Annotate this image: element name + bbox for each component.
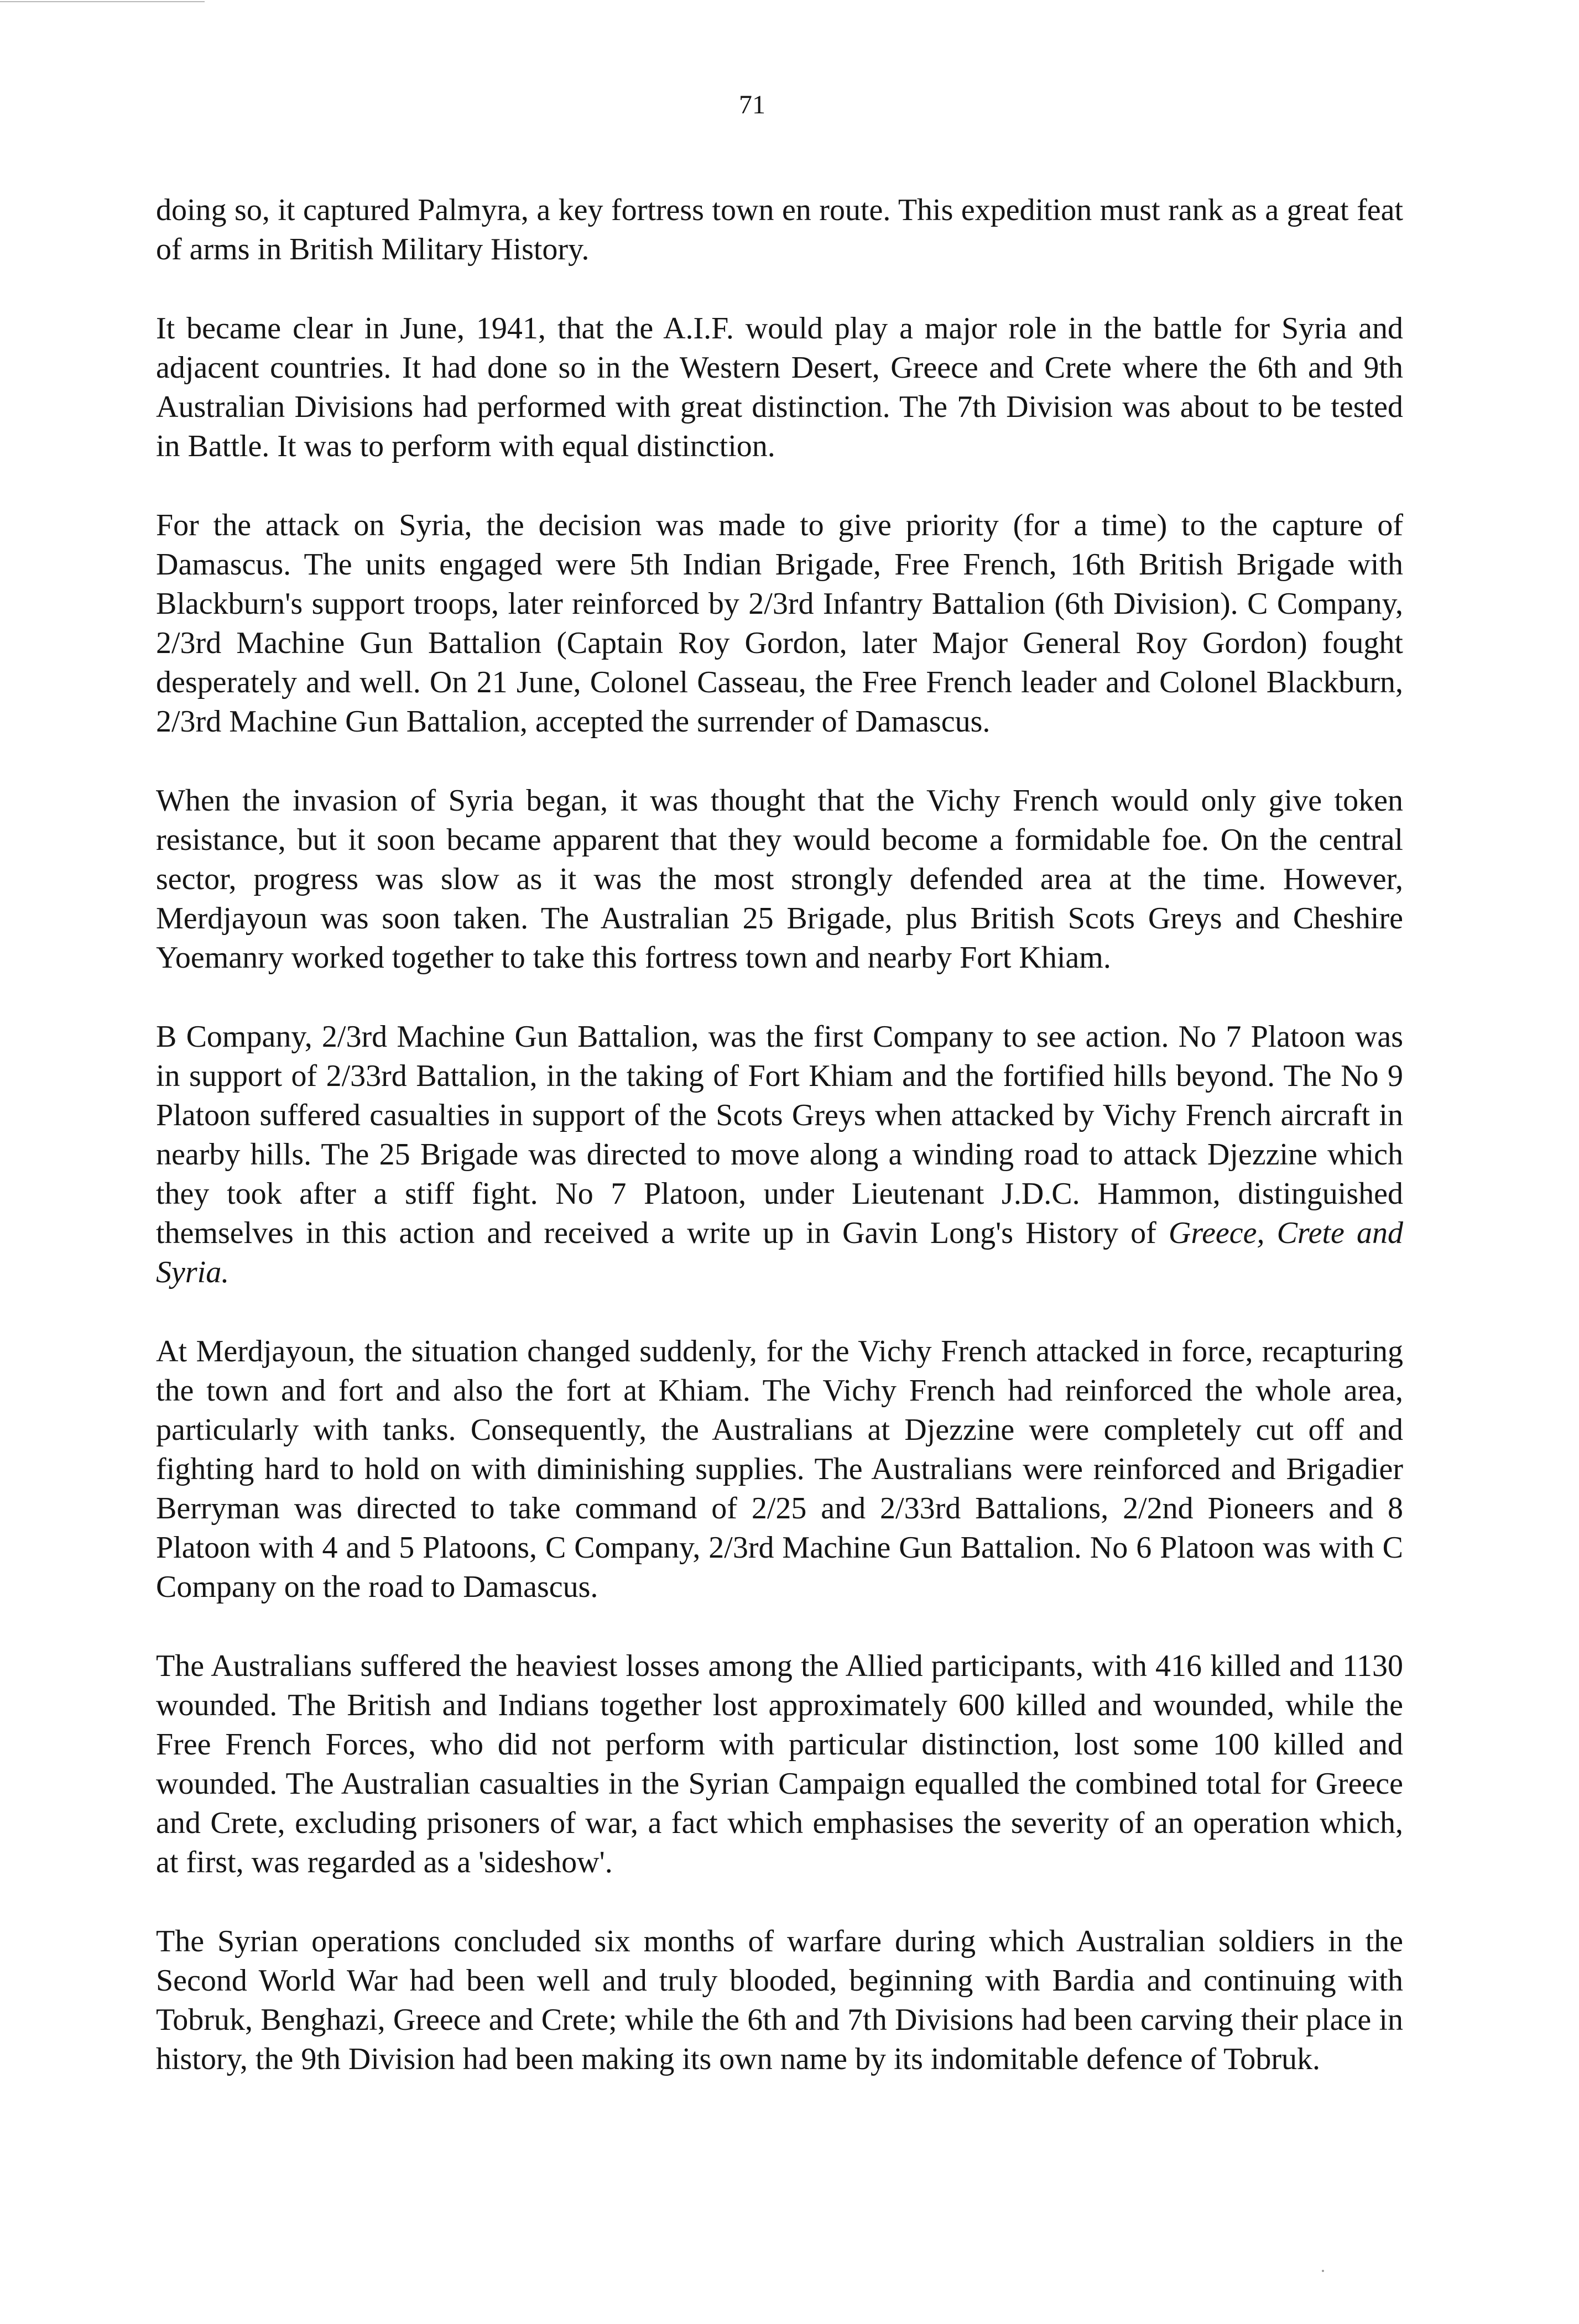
paragraph-merdjayoun: At Merdjayoun, the situation changed suddenly, for the Vichy French attacked in force, recapturing the town and fort and also the fort at Khiam. The Vichy French had reinforced the whole area, particularly with tanks. Consequently, the Australians at Djezzine were completely cut off and fighting hard to hold on with diminishing supplies. The Australians were reinforced and Brigadier Berryman was directed to take command of 2/25 and 2/33rd Battalions, 2/2nd Pioneers and 8 Platoon with 4 and 5 Platoons, C Company, 2/3rd Machine Gun Battalion. No 6 Platoon was with C Company on the road to Damascus.: [156, 1334, 1403, 1604]
paragraph-damascus-attack: For the attack on Syria, the decision was made to give priority (for a time) to the capture of Damascus. The units engaged were 5th Indian Brigade, Free French, 16th British Brigade with Blackburn's support troops, later reinforced by 2/3rd Infantry Battalion (6th Division). C Company, 2/3rd Machine Gun Battalion (Captain Roy Gordon, later Major General Roy Gordon) fought desperately and well. On 21 June, Colonel Casseau, the Free French leader and Colonel Blackburn, 2/3rd Machine Gun Battalion, accepted the surrender of Damascus.: [156, 508, 1403, 739]
paragraph-palmyra: doing so, it captured Palmyra, a key fortress town en route. This expedition must rank as a great feat of arms in British Military History.: [156, 193, 1403, 267]
scan-edge-line: [0, 1, 205, 2]
paragraph-b-company-text: B Company, 2/3rd Machine Gun Battalion, was the first Company to see action. No 7 Platoon was in support of 2/33rd Battalion, in the taking of Fort Khiam and the fortified hills beyond. The No 9 Platoon suffered casualties in support of the Scots Greys when attacked by Vichy French aircraft in nearby hills. The 25 Brigade was directed to move along a winding road to attack Djezzine which they took after a stiff fight. No 7 Platoon, under Lieutenant J.D.C. Hammon, distinguished themselves in this action and received a write up in Gavin Long's History of: [156, 1020, 1403, 1250]
paragraph-casualties: The Australians suffered the heaviest losses among the Allied participants, with 416 killed and 1130 wounded. The British and Indians together lost approximately 600 killed and wounded, while the Free French Forces, who did not perform with particular distinction, lost some 100 killed and wounded. The Australian casualties in the Syrian Campaign equalled the combined total for Greece and Crete, excluding prisoners of war, a fact which emphasises the severity of an operation which, at first, was regarded as a 'sideshow'.: [156, 1649, 1403, 1879]
paragraph-conclusion: The Syrian operations concluded six months of warfare during which Australian soldiers in the Second World War had been well and truly blooded, beginning with Bardia and continuing with Tobruk, Benghazi, Greece and Crete; while the 6th and 7th Divisions had been carving their place in history, the 9th Division had been making its own name by its indomitable defence of Tobruk.: [156, 1924, 1403, 2076]
scan-speck: [1322, 2270, 1324, 2272]
book-title-italic: Greece, Crete and Syria.: [156, 1216, 1403, 1289]
paragraph-b-company: [156, 1017, 1403, 1292]
page-number: 71: [739, 90, 765, 119]
body-text: [156, 191, 1403, 2119]
paragraph-aif-role: It became clear in June, 1941, that the A.I.F. would play a major role in the battle for Syria and adjacent countries. It had done so in the Western Desert, Greece and Crete where the 6th and 9th Australian Divisions had performed with great distinction. The 7th Division was about to be tested in Battle. It was to perform with equal distinction.: [156, 311, 1403, 463]
paragraph-invasion-of-syria: When the invasion of Syria began, it was thought that the Vichy French would only give token resistance, but it soon became apparent that they would become a formidable foe. On the central sector, progress was slow as it was the most strongly defended area at the time. However, Merdjayoun was soon taken. The Australian 25 Brigade, plus British Scots Greys and Cheshire Yoemanry worked together to take this fortress town and nearby Fort Khiam.: [156, 784, 1403, 975]
